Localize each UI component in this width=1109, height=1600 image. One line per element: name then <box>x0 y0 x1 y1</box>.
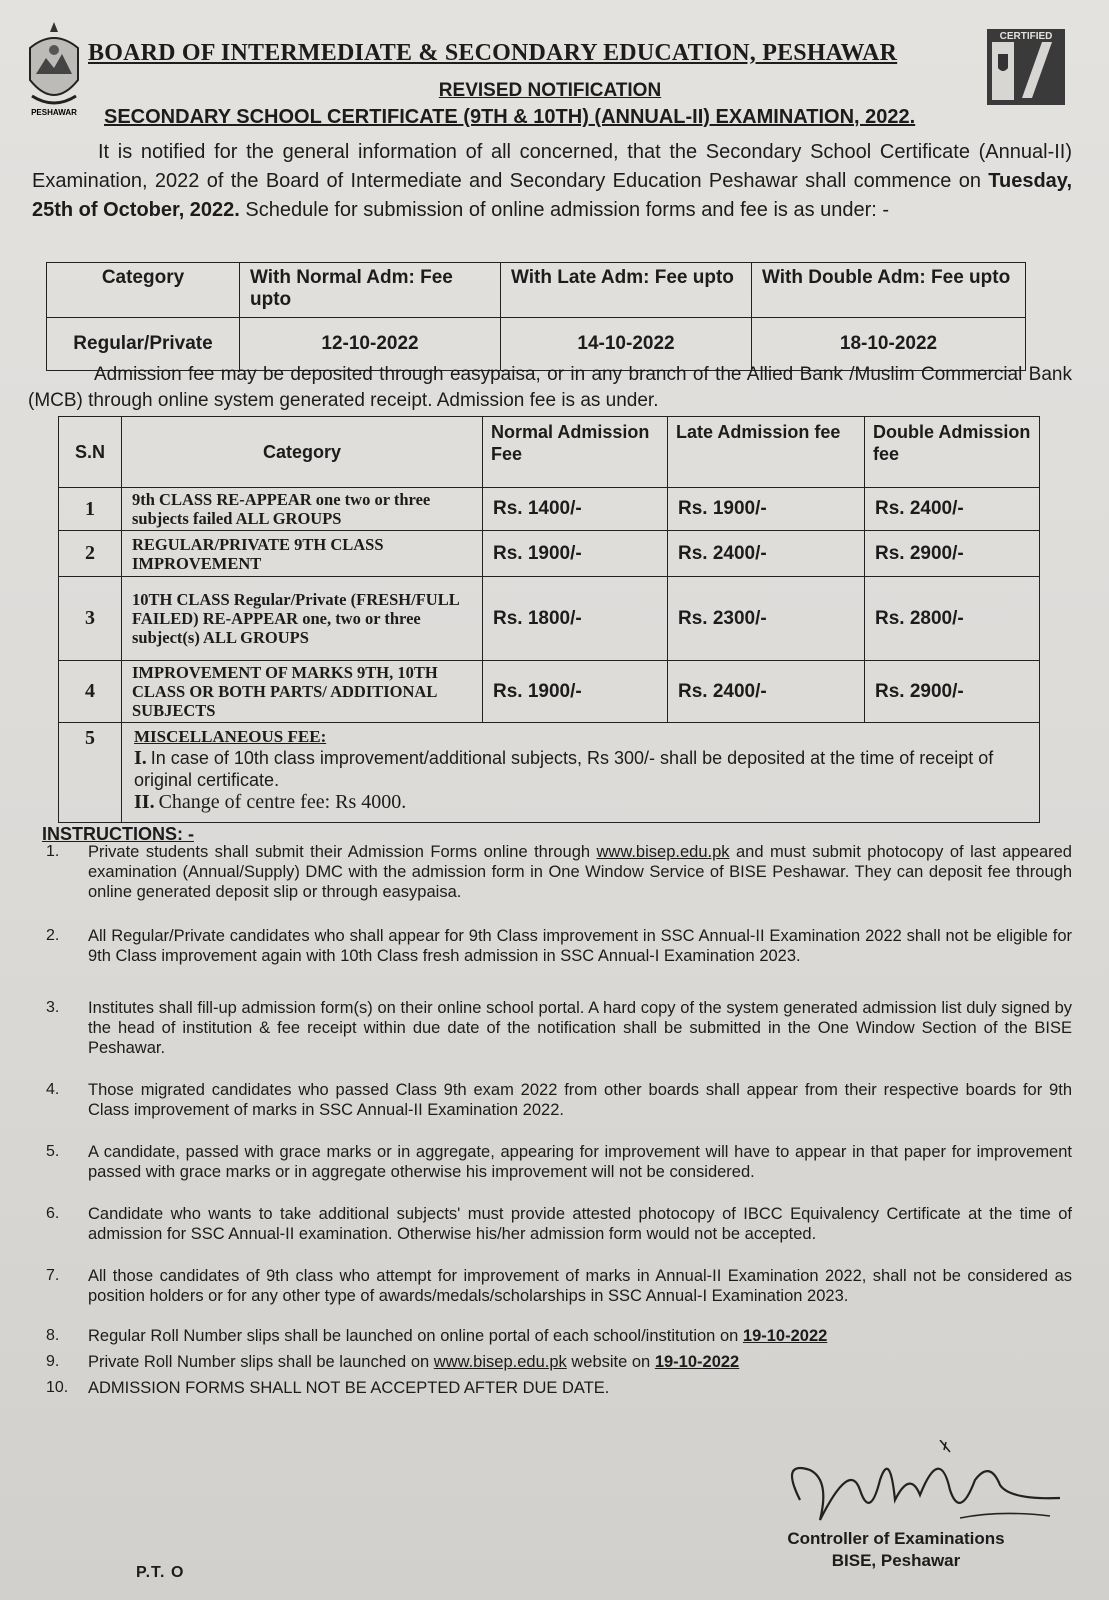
fee-category: 10TH CLASS Regular/Private (FRESH/FULL FAILED) RE-APPEAR one, two or three subject(s) ALL GROUPS <box>122 577 483 661</box>
instructions-list <box>42 842 1072 1398</box>
fee-normal: Rs. 1400/- <box>483 488 668 531</box>
schedule-cell: Regular/Private <box>47 318 240 371</box>
intro-paragraph <box>32 138 1072 225</box>
fee-late: Rs. 2300/- <box>668 577 865 661</box>
fee-header: Category <box>122 417 483 488</box>
fee-late: Rs. 2400/- <box>668 661 865 723</box>
instruction-text: A candidate, passed with grace marks or in aggregate, appearing for improvement will have to appear in that paper for improvement passed with grace marks or in aggregate otherwise his improvement will not be considered. <box>88 1143 1072 1181</box>
fee-row <box>59 488 1040 531</box>
intro-text-end: Schedule for submission of online admission forms and fee is as under: - <box>239 199 890 221</box>
misc-item-number: I. <box>134 747 147 769</box>
fee-row <box>59 577 1040 661</box>
fee-header-row <box>59 417 1040 488</box>
instruction-item: 7. All those candidates of 9th class who attempt for improvement of marks in Annual-II Examination 2022, shall not be considered as position holders or for any other type of awards/medals/scholarships in SSC Annual-I Examination 2023. <box>46 1267 1072 1305</box>
instruction-text: Private Roll Number slips shall be launched on <box>88 1353 434 1371</box>
misc-item-number: II. <box>134 791 155 813</box>
roll-slip-date: 19-10-2022 <box>742 1327 828 1345</box>
signatory-title: Controller of Examinations <box>787 1529 1005 1548</box>
fee-normal: Rs. 1900/- <box>483 661 668 723</box>
fee-normal: Rs. 1800/- <box>483 577 668 661</box>
website-link[interactable]: www.bisep.edu.pk <box>596 843 730 861</box>
commence-date: Tuesday, 25th of October, 2022. <box>32 170 1072 221</box>
misc-fee-item <box>134 747 1025 791</box>
schedule-header: With Late Adm: Fee upto <box>501 263 752 318</box>
logo-text: PESHAWAR <box>31 108 77 117</box>
fee-double: Rs. 2900/- <box>865 531 1040 577</box>
fee-header: Normal Admission Fee <box>483 417 668 488</box>
fee-sn: 4 <box>59 661 122 723</box>
website-link[interactable]: www.bisep.edu.pk <box>433 1353 567 1371</box>
instruction-text: ADMISSION FORMS SHALL NOT BE ACCEPTED AFTER DUE DATE. <box>88 1379 610 1397</box>
pto-label: P.T. O <box>136 1564 185 1581</box>
fee-header: S.N <box>59 417 122 488</box>
board-logo-icon <box>24 18 84 118</box>
instruction-text: Private students shall submit their Admission Forms online through <box>88 843 597 861</box>
schedule-table <box>46 262 1026 371</box>
fee-sn: 3 <box>59 577 122 661</box>
fee-double: Rs. 2900/- <box>865 661 1040 723</box>
misc-fee-cell <box>122 723 1040 823</box>
instruction-text: Candidate who wants to take additional subjects' must provide attested photocopy of IBCC Equivalency Certificate at the time of admission for SSC Annual-II examination. Otherwise his/her admission form would not be accepted. <box>88 1205 1072 1243</box>
roll-slip-date: 19-10-2022 <box>654 1353 740 1371</box>
misc-item-text: Change of centre fee: Rs 4000. <box>158 791 407 813</box>
instruction-text: All Regular/Private candidates who shall appear for 9th Class improvement in SSC Annual-II Examination 2022 shall not be eligible for 9th Class improvement again with 10th Class fresh admission in SSC Annual-I Examination 2023. <box>88 927 1072 965</box>
instruction-text: website on <box>566 1353 655 1371</box>
fee-header: Late Admission fee <box>668 417 865 488</box>
fee-category: IMPROVEMENT OF MARKS 9TH, 10TH CLASS OR BOTH PARTS/ ADDITIONAL SUBJECTS <box>122 661 483 723</box>
fee-row <box>59 531 1040 577</box>
fee-sn: 5 <box>59 723 122 823</box>
fee-category: 9th CLASS RE-APPEAR one two or three subjects failed ALL GROUPS <box>122 488 483 531</box>
fee-late: Rs. 1900/- <box>668 488 865 531</box>
exam-title: SECONDARY SCHOOL CERTIFICATE (9TH & 10TH) (ANNUAL-II) EXAMINATION, 2022. <box>104 106 916 128</box>
schedule-header-row <box>47 263 1026 318</box>
instruction-text: Regular Roll Number slips shall be launched on online portal of each school/institution on <box>88 1327 743 1345</box>
instruction-item: 8. Regular Roll Number slips shall be launched on online portal of each school/institution on 19-10-2022 <box>46 1327 828 1345</box>
signatory-block <box>736 1528 1056 1572</box>
instruction-text: Those migrated candidates who passed Class 9th exam 2022 from other boards shall appear from their respective boards for 9th Class improvement of marks in SSC Annual-II Examination 2022. <box>88 1081 1072 1119</box>
fee-table <box>58 416 1040 823</box>
instruction-item: 10. ADMISSION FORMS SHALL NOT BE ACCEPTED AFTER DUE DATE. <box>46 1379 610 1397</box>
board-title: BOARD OF INTERMEDIATE & SECONDARY EDUCATION, PESHAWAR <box>88 40 898 66</box>
fee-row <box>59 661 1040 723</box>
schedule-header: With Normal Adm: Fee upto <box>240 263 501 318</box>
fee-late: Rs. 2400/- <box>668 531 865 577</box>
misc-fee-heading: MISCELLANEOUS FEE: <box>134 727 327 746</box>
schedule-cell: 18-10-2022 <box>752 318 1026 371</box>
fee-category: REGULAR/PRIVATE 9TH CLASS IMPROVEMENT <box>122 531 483 577</box>
fee-sn: 2 <box>59 531 122 577</box>
instruction-item: 9. Private Roll Number slips shall be launched on www.bisep.edu.pk website on 19-10-2022 <box>46 1353 740 1371</box>
misc-item-text: In case of 10th class improvement/additional subjects, Rs 300/- shall be deposited at the time of receipt of original certificate. <box>134 748 994 790</box>
fee-normal: Rs. 1900/- <box>483 531 668 577</box>
schedule-cell: 12-10-2022 <box>240 318 501 371</box>
instruction-text: All those candidates of 9th class who attempt for improvement of marks in Annual-II Examination 2022, shall not be considered as position holders or for any other type of awards/medals/scholarships in SSC Annual-I Examination 2023. <box>88 1267 1072 1305</box>
instruction-item: 5. A candidate, passed with grace marks or in aggregate, appearing for improvement will have to appear in that paper for improvement passed with grace marks or in aggregate otherwise his improvement will not be considered. <box>46 1143 1072 1181</box>
misc-fee-item <box>134 791 1025 814</box>
instruction-text: and must submit photocopy of last appeared examination (Annual/Supply) DMC with the admission form in One Window Service of BISE Peshawar. They can deposit fee through online generated deposit slip or through easypaisa. <box>88 843 1072 901</box>
signatory-office: BISE, Peshawar <box>831 1551 961 1570</box>
cert-text: CERTIFIED <box>999 31 1053 42</box>
instruction-item: 2. All Regular/Private candidates who shall appear for 9th Class improvement in SSC Annual-II Examination 2022 shall not be eligible for 9th Class improvement again with 10th Class fresh admission in SSC Annual-I Examination 2023. <box>46 927 1072 965</box>
instruction-item: 4. Those migrated candidates who passed Class 9th exam 2022 from other boards shall appear from their respective boards for 9th Class improvement of marks in SSC Annual-II Examination 2022. <box>46 1081 1072 1119</box>
schedule-header: With Double Adm: Fee upto <box>752 263 1026 318</box>
instruction-item: 6. Candidate who wants to take additional subjects' must provide attested photocopy of IBCC Equivalency Certificate at the time of admission for SSC Annual-II examination. Otherwise his/her admission form would not be accepted. <box>46 1205 1072 1243</box>
fee-double: Rs. 2800/- <box>865 577 1040 661</box>
schedule-cell: 14-10-2022 <box>501 318 752 371</box>
schedule-header: Category <box>47 263 240 318</box>
instructions-heading: INSTRUCTIONS: - <box>42 824 194 844</box>
intro-text: It is notified for the general information of all concerned, that the Secondary School Certificate (Annual-II) Examination, 2022 of the Board of Intermediate and Secondary Education Peshawar shall commence on <box>32 141 1072 192</box>
fee-row-misc <box>59 723 1040 823</box>
fee-paragraph <box>28 362 1072 414</box>
instruction-text: Institutes shall fill-up admission form(s) on their online school portal. A hard copy of the system generated admission list duly signed by the head of institution & fee receipt within due date of the notification shall be submitted in the One Window Section of the BISE Peshawar. <box>88 999 1072 1057</box>
fee-paragraph-text: Admission fee may be deposited through easypaisa, or in any branch of the Allied Bank /Muslim Commercial Bank (MCB) through online system generated receipt. Admission fee is as under. <box>28 364 1072 411</box>
instruction-item: 1. Private students shall submit their Admission Forms online through www.bisep.edu.pk and must submit photocopy of last appeared examination (Annual/Supply) DMC with the admission form in One Window Service of BISE Peshawar. They can deposit fee through online generated deposit slip or through easypaisa. <box>46 843 1072 901</box>
fee-header: Double Admission fee <box>865 417 1040 488</box>
notice-type: REVISED NOTIFICATION <box>438 80 662 101</box>
fee-double: Rs. 2400/- <box>865 488 1040 531</box>
fee-sn: 1 <box>59 488 122 531</box>
instruction-item: 3. Institutes shall fill-up admission form(s) on their online school portal. A hard copy of the system generated admission list duly signed by the head of institution & fee receipt within due date of the notification shall be submitted in the One Window Section of the BISE Peshawar. <box>46 999 1072 1057</box>
